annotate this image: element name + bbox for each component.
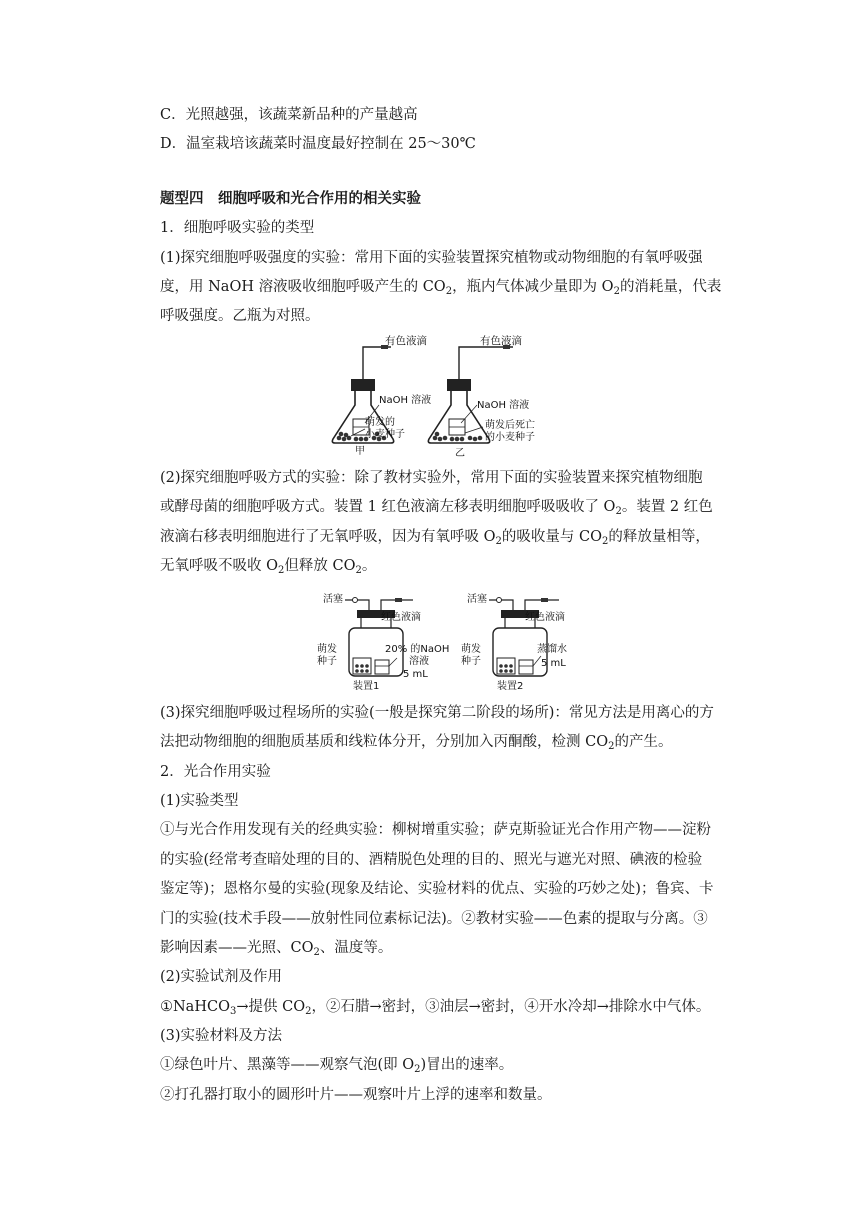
fig2-dev2: 装置2 — [497, 681, 524, 692]
fig1-drop-label-b: 有色液滴 — [480, 335, 522, 347]
fig2-seed1a: 萌发 — [317, 644, 337, 655]
fig2-naoh3: 5 mL — [403, 669, 428, 680]
s1-p2-line1: (2)探究细胞呼吸方式的实验：除了教材实验外，常用下面的实验装置来探究植物细胞 — [160, 470, 703, 486]
s1-p2-line2: 或酵母菌的细胞呼吸方式。装置 1 红色液滴左移表明细胞呼吸吸收了 $O_2$。装置 2 红色 — [160, 499, 713, 517]
figure-respiration-flasks — [325, 333, 565, 457]
fig1-seed-label-b2: 的小麦种子 — [485, 432, 535, 443]
fig1-naoh-label-a: NaOH 溶液 — [379, 395, 432, 406]
fig1-drop-label-a: 有色液滴 — [385, 335, 427, 347]
fig2-drop2: 红色液滴 — [525, 612, 565, 623]
s2-t2: (2)实验试剂及作用 — [160, 969, 283, 985]
fig2-naoh1: 20% 的NaOH — [385, 644, 450, 655]
s1-p1-line2: 度，用 NaOH 溶液吸收细胞呼吸产生的 $CO_2$，瓶内气体减少量即为 $O_2$的消耗量，代表 — [160, 279, 722, 297]
valve-icon — [497, 598, 502, 603]
fig2-seed1b: 种子 — [317, 656, 337, 667]
s2-d2: ②打孔器打取小的圆形叶片——观察叶片上浮的速率和数量。 — [160, 1087, 552, 1103]
s2-b1: ①与光合作用发现有关的经典实验：柳树增重实验；萨克斯验证光合作用产物——淀粉 — [160, 822, 711, 838]
option-d: D．温室栽培该蔬菜时温度最好控制在 25～30℃ — [160, 136, 476, 152]
fig1-seed-label-a2: 小麦种子 — [365, 429, 405, 440]
fig2-dev1: 装置1 — [353, 681, 380, 692]
seeds-icon — [355, 664, 369, 673]
fig2-water2: 5 mL — [541, 658, 566, 669]
s2-b2: 的实验(经常考查暗处理的目的、酒精脱色处理的目的、照光与遮光对照、碘液的检验 — [160, 852, 703, 868]
s1-p3-line1: (3)探究细胞呼吸过程场所的实验(一般是探究第二阶段的场所)：常见方法是用离心的方 — [160, 705, 714, 721]
option-c: C．光照越强，该蔬菜新品种的产量越高 — [160, 107, 418, 123]
figure-respiration-devices — [315, 586, 585, 694]
s1-p2-line3: 液滴右移表明细胞进行了无氧呼吸，因为有氧呼吸 $O_2$的吸收量与 $CO_2$的释放量相等， — [160, 529, 710, 547]
stopper-icon — [351, 379, 375, 391]
s1-heading: 1．细胞呼吸实验的类型 — [160, 220, 315, 236]
fig2-drop1: 红色液滴 — [381, 612, 421, 623]
liquid-drop-icon — [395, 598, 402, 602]
stopper-icon — [447, 379, 471, 391]
s1-p1-line3: 呼吸强度。乙瓶为对照。 — [160, 308, 320, 324]
s2-c1: ①NaHCO$_3$→提供 $CO_2$，②石腊→密封，③油层→密封，④开水冷却→排除水中气体。 — [160, 999, 711, 1017]
s2-b4: 门的实验(技术手段——放射性同位素标记法)。②教材实验——色素的提取与分离。③ — [160, 911, 708, 927]
s1-p1-line1: (1)探究细胞呼吸强度的实验：常用下面的实验装置探究植物或动物细胞的有氧呼吸强 — [160, 250, 703, 266]
fig2-water1: 蒸馏水 — [537, 644, 567, 655]
section-title: 题型四 细胞呼吸和光合作用的相关实验 — [160, 190, 421, 207]
s1-p2-line4: 无氧呼吸不吸收 $O_2$但释放 $CO_2$。 — [160, 558, 377, 576]
seeds-icon — [433, 432, 483, 442]
fig2-seed2b: 种子 — [461, 656, 481, 667]
s1-p3-line2: 法把动物细胞的细胞质基质和线粒体分开，分别加入丙酮酸，检测 $CO_2$的产生。 — [160, 734, 673, 752]
fig1-seed-label-a1: 萌发的 — [365, 417, 395, 428]
fig1-label-jia: 甲 — [355, 446, 365, 457]
fig2-seed2a: 萌发 — [461, 644, 481, 655]
s2-heading: 2．光合作用实验 — [160, 764, 271, 780]
liquid-drop-icon — [541, 598, 548, 602]
s2-b3: 鉴定等)；恩格尔曼的实验(现象及结论、实验材料的优点、实验的巧妙之处)；鲁宾、卡 — [160, 881, 714, 897]
s2-t1: (1)实验类型 — [160, 793, 239, 809]
fig1-label-yi: 乙 — [455, 448, 465, 457]
seeds-icon — [499, 664, 513, 673]
s2-t3: (3)实验材料及方法 — [160, 1028, 283, 1044]
fig1-naoh-label-b: NaOH 溶液 — [477, 400, 530, 411]
s2-d1: ①绿色叶片、黑藻等——观察气泡(即 $O_2$)冒出的速率。 — [160, 1057, 514, 1075]
s2-b5: 影响因素——光照、$CO_2$、温度等。 — [160, 940, 393, 958]
fig2-valve1: 活塞 — [323, 594, 343, 605]
valve-icon — [353, 598, 358, 603]
fig1-seed-label-b1: 萌发后死亡 — [485, 420, 535, 431]
fig2-naoh2: 溶液 — [409, 656, 429, 667]
device-1 — [345, 598, 413, 677]
fig2-valve2: 活塞 — [467, 594, 487, 605]
